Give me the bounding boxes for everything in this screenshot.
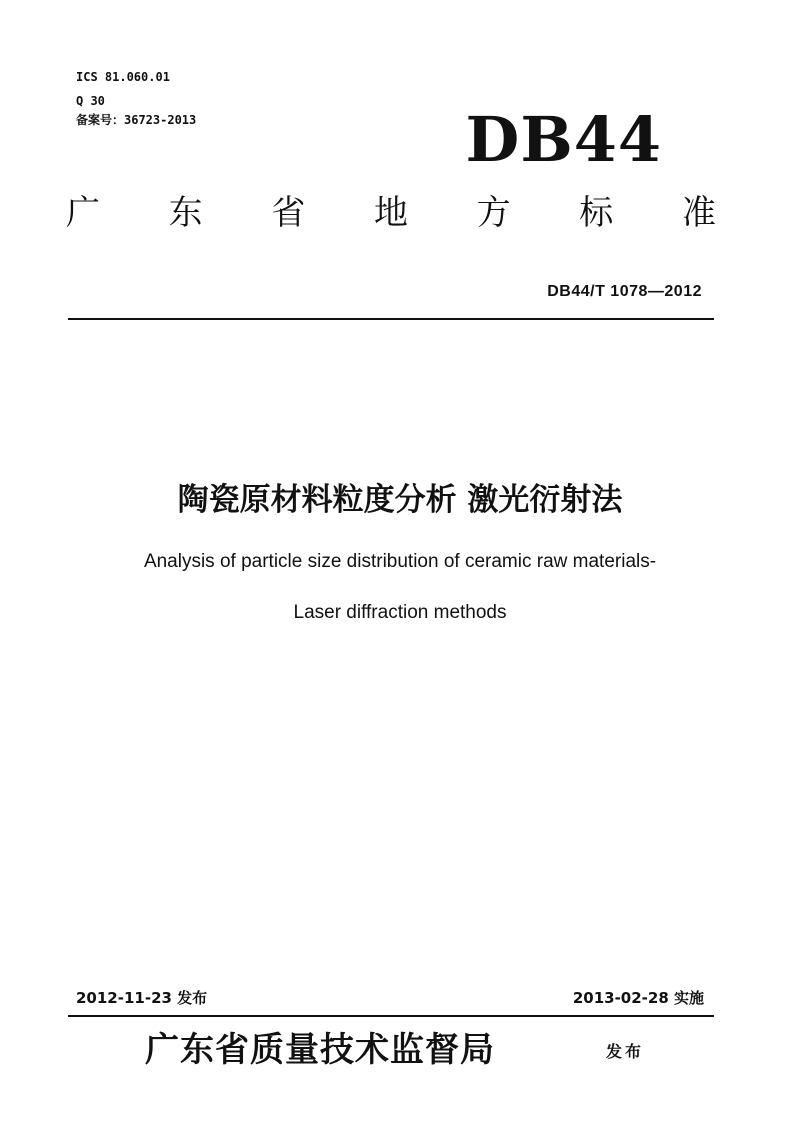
publish-label: 发布	[606, 1042, 645, 1061]
standard-category-char: 省	[271, 193, 306, 233]
db-mark: DB44	[465, 103, 662, 176]
divider-top	[68, 318, 714, 320]
filing-number: 备案号：36723-2013	[76, 113, 197, 127]
implementation-date: 2013-02-28 实施	[572, 989, 704, 1007]
standard-category-char: 广	[66, 193, 100, 233]
standard-category-char: 准	[681, 193, 716, 233]
standard-category-char: 东	[168, 193, 203, 233]
standard-category-char: 地	[373, 193, 408, 233]
divider-bottom	[68, 1015, 714, 1017]
issue-date: 2012-11-23 发布	[76, 989, 208, 1007]
title-english-line-1: Analysis of particle size distribution of ceramic raw materials-	[143, 551, 657, 572]
ccs-code: Q 30	[76, 94, 105, 108]
title-chinese: 陶瓷原材料粒度分析 激光衍射法	[177, 482, 623, 518]
standard-category-char: 方	[476, 193, 511, 233]
standard-category-char: 标	[579, 193, 614, 233]
publisher-name: 广东省质量技术监督局	[145, 1030, 495, 1070]
title-english-line-2: Laser diffraction methods	[293, 602, 507, 623]
ics-code: ICS 81.060.01	[76, 70, 170, 84]
standard-category	[66, 190, 716, 236]
standard-number: DB44/T 1078—2012	[547, 283, 702, 300]
